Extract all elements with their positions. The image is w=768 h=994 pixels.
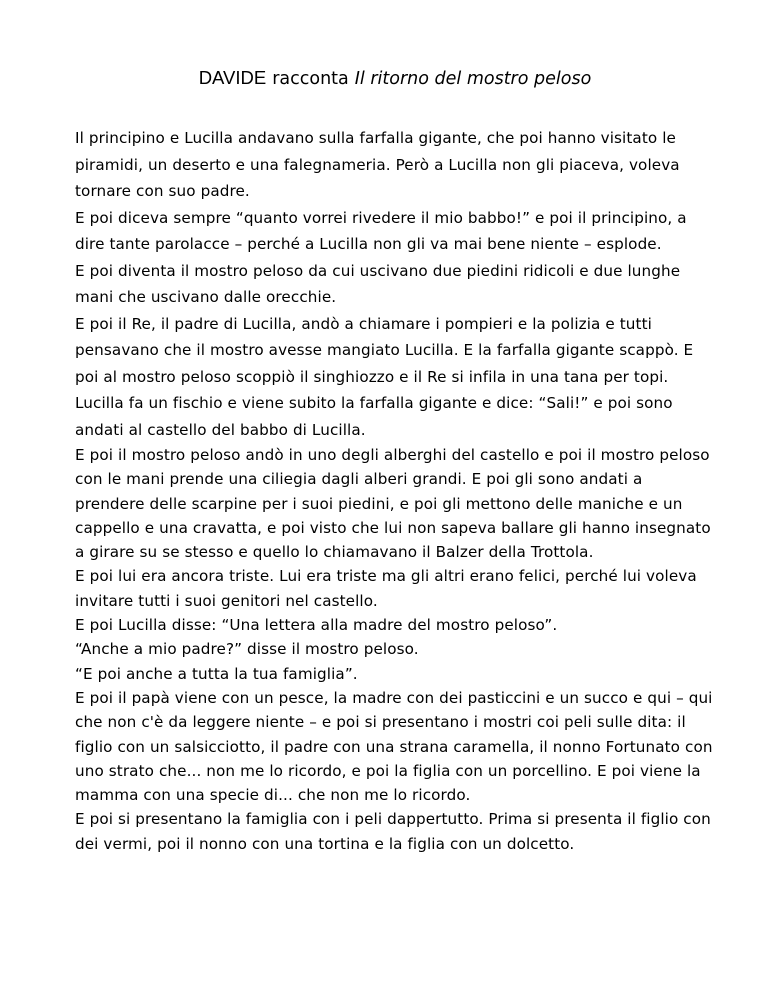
paragraph: E poi il Re, il padre di Lucilla, andò a chiamare i pompieri e la polizia e tutti pensavano che il mostro avesse mangiato Lucilla. E la farfalla gigante scappò. E poi al mostro peloso scoppiò il singhiozzo e il Re si infila in una tana per topi. Lucilla fa un fischio e viene subito la farfalla gigante e dice: “Sali!” e poi sono andati al castello del babbo di Lucilla.	[75, 314, 694, 439]
paragraph: E poi Lucilla disse: “Una lettera alla madre del mostro peloso”.	[75, 616, 558, 635]
paragraph: E poi il mostro peloso andò in uno degli alberghi del castello e poi il mostro peloso con le mani prende una ciliegia dagli alberi grandi. E poi gli sono andati a prendere delle scarpine per i suoi piedini, e poi gli mettono delle maniche e un cappello e una cravatta, e poi visto che lui non sapeva ballare gli hanno insegnato a girare su se stesso e quello lo chiamavano il Balzer della Trottola.	[75, 446, 711, 562]
story-title	[75, 66, 715, 91]
paragraph: “E poi anche a tutta la tua famiglia”.	[75, 664, 358, 683]
story-name: Il ritorno del mostro peloso	[354, 69, 592, 89]
paragraph: E poi diventa il mostro peloso da cui uscivano due piedini ridicoli e due lunghe mani che uscivano dalle orecchie.	[75, 261, 681, 306]
paragraph: Il principino e Lucilla andavano sulla farfalla gigante, che poi hanno visitato le piramidi, un deserto e una falegnameria. Però a Lucilla non gli piaceva, voleva tornare con suo padre.	[75, 129, 680, 200]
document-page	[75, 66, 715, 856]
title-verb: racconta	[272, 69, 349, 89]
author-name: DAVIDE	[198, 67, 267, 88]
paragraph: E poi si presentano la famiglia con i peli dappertutto. Prima si presenta il figlio con dei vermi, poi il nonno con una tortina e la figlia con un dolcetto.	[75, 810, 711, 853]
paragraph: “Anche a mio padre?” disse il mostro peloso.	[75, 640, 419, 659]
story-body	[75, 125, 715, 856]
paragraph: E poi diceva sempre “quanto vorrei rivedere il mio babbo!” e poi il principino, a dire tante parolacce – perché a Lucilla non gli va mai bene niente – esplode.	[75, 208, 687, 253]
paragraph: E poi il papà viene con un pesce, la madre con dei pasticcini e un succo e qui – qui che non c'è da leggere niente – e poi si presentano i mostri coi peli sulle dita: il figlio con un salsicciotto, il padre con una strana caramella, il nonno Fortunato con uno strato che... non me lo ricordo, e poi la figlia con un porcellino. E poi viene la mamma con una specie di... che non me lo ricordo.	[75, 688, 713, 805]
paragraph: E poi lui era ancora triste. Lui era triste ma gli altri erano felici, perché lui voleva invitare tutti i suoi genitori nel castello.	[75, 567, 697, 610]
